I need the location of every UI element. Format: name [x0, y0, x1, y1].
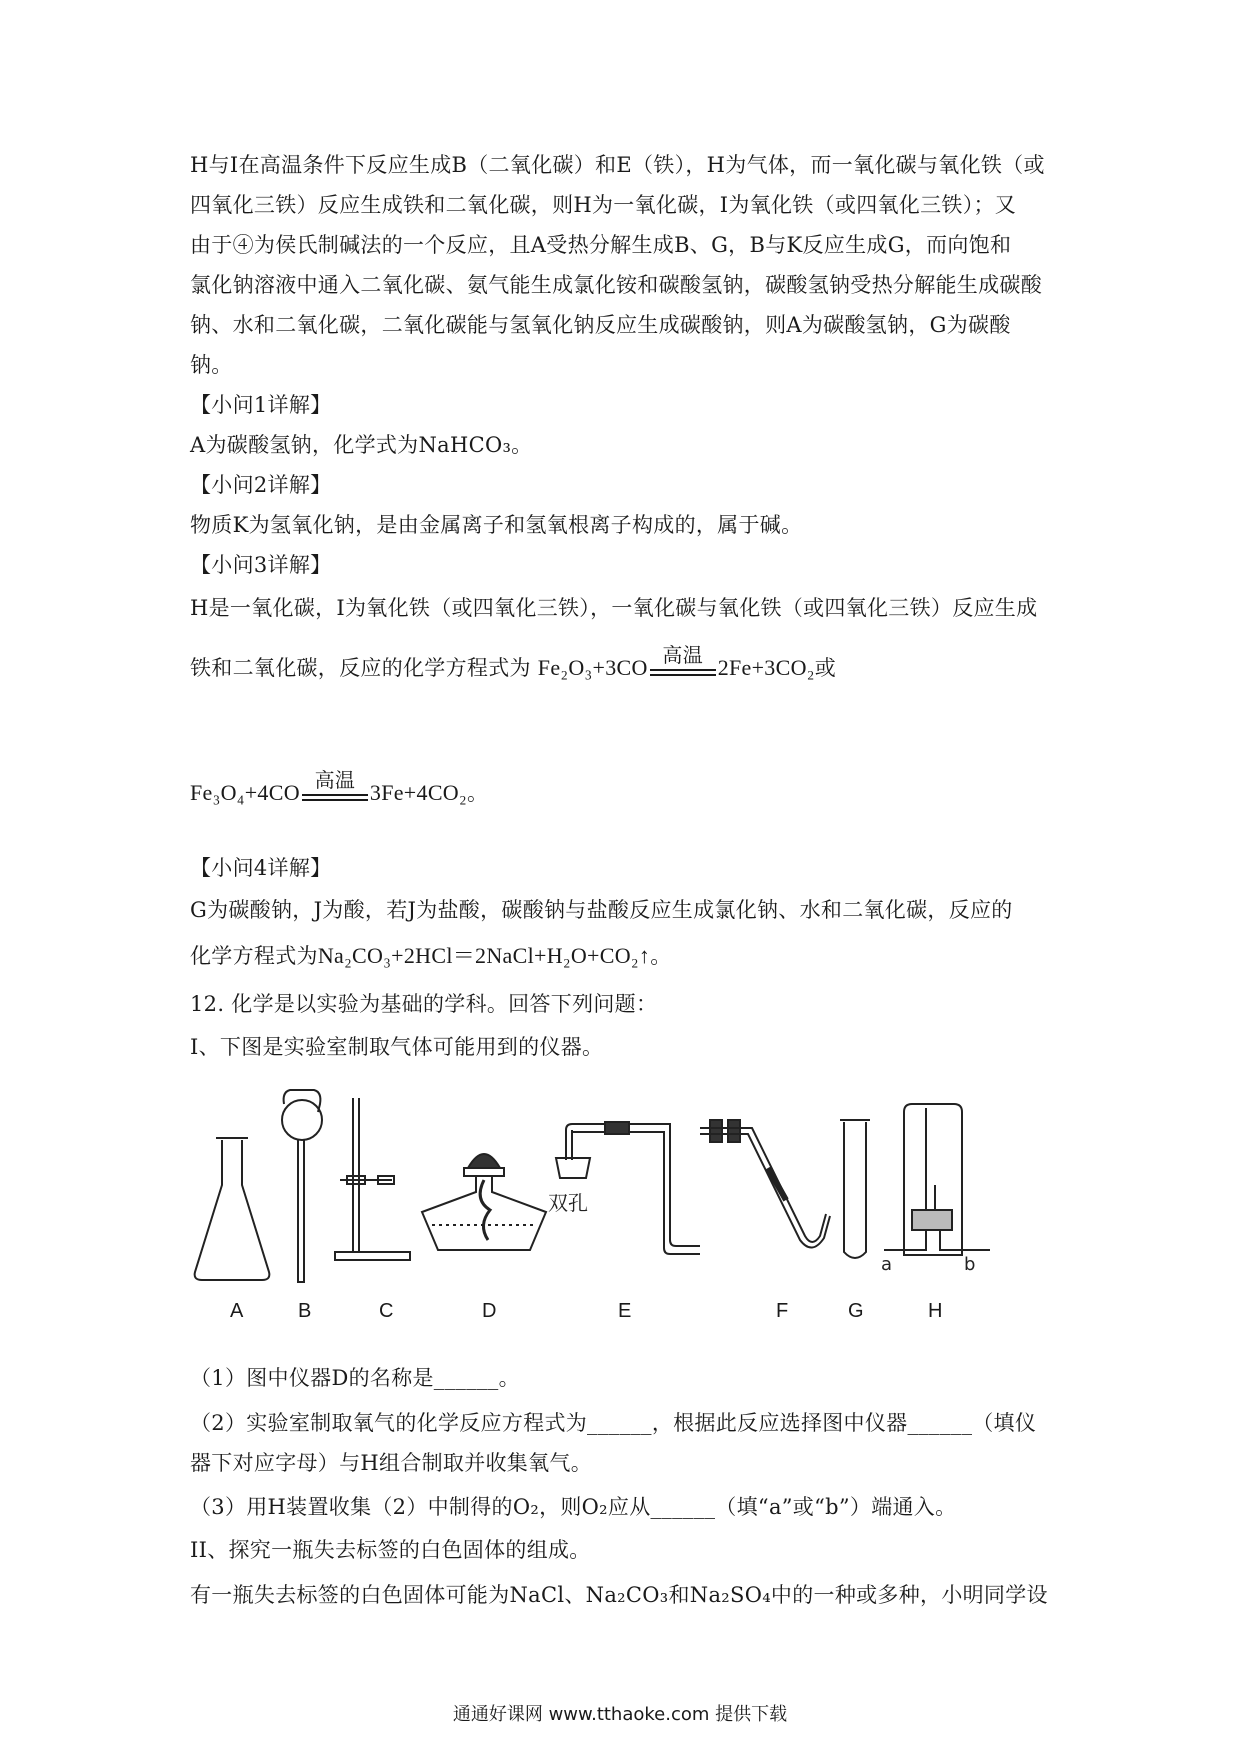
reaction-condition: 高温: [662, 642, 703, 667]
text-line: 有一瓶失去标签的白色固体可能为NaCl、Na₂CO₃和Na₂SO₄中的一种或多种，小明同学设: [190, 1583, 1048, 1607]
text-line: I、下图是实验室制取气体可能用到的仪器。: [190, 1035, 604, 1059]
port-label-a: a: [881, 1254, 893, 1275]
equation-line: [190, 642, 1060, 688]
question-item: （3）用H装置收集（2）中制得的O₂，则O₂应从______（填“a”或“b”）端通入。: [190, 1495, 957, 1519]
label-h: H: [928, 1300, 943, 1322]
text-line: 钠。: [190, 353, 233, 377]
section-heading: II、探究一瓶失去标签的白色固体的组成。: [190, 1538, 591, 1562]
text-line: H与I在高温条件下反应生成B（二氧化碳）和E（铁），H为气体，而一氧化碳与氧化铁（或: [190, 153, 1045, 177]
label-c: C: [379, 1300, 394, 1322]
alcohol-lamp-icon: [422, 1154, 546, 1250]
text-line: 四氧化三铁）反应生成铁和二氧化碳，则H为一氧化碳，I为氧化铁（或四氧化三铁）；又: [190, 193, 1017, 217]
section-heading: 【小问3详解】: [190, 553, 332, 577]
label-d: D: [482, 1300, 497, 1322]
label-b: B: [298, 1300, 312, 1322]
text-line: A为碳酸氢钠，化学式为NaHCO₃。: [190, 433, 533, 457]
equation-left: Fe₂O₃+3CO: [537, 655, 648, 680]
stopper-label: 双孔: [548, 1191, 588, 1215]
separatory-funnel-icon: [282, 1090, 322, 1282]
equation-suffix: 。: [650, 944, 672, 968]
label-f: F: [776, 1300, 789, 1322]
section-heading: 【小问2详解】: [190, 473, 332, 497]
question-title: 12. 化学是以实验为基础的学科。回答下列问题：: [190, 992, 658, 1016]
equation-line: [190, 767, 1060, 813]
reaction-condition-sign: [300, 767, 370, 810]
text-line: 物质K为氢氧化钠，是由金属离子和氢氧根离子构成的，属于碱。: [190, 513, 803, 537]
reaction-condition: 高温: [314, 767, 356, 792]
equation: Na₂CO₃+2HCl＝2NaCl+H₂O+CO₂↑: [317, 943, 651, 968]
text-line: 氯化钠溶液中通入二氧化碳、氨气能生成氯化铵和碳酸氢钠，碳酸氢钠受热分解能生成碳酸: [190, 273, 1042, 297]
section-heading: 【小问1详解】: [190, 393, 332, 417]
question-item: 器下对应字母）与H组合制取并收集氧气。: [190, 1451, 593, 1475]
equation-right: 2Fe+3CO₂: [717, 655, 815, 680]
figure-labels: [0, 1300, 1240, 1330]
label-a: A: [230, 1300, 244, 1322]
text-line: 钠、水和二氧化碳，二氧化碳能与氢氧化钠反应生成碳酸钠，则A为碳酸氢钠，G为碳酸: [190, 313, 1011, 337]
text-line: 由于④为侯氏制碱法的一个反应，且A受热分解生成B、G，B与K反应生成G，而向饱和: [190, 233, 1012, 257]
equation-suffix: 。: [466, 781, 489, 805]
reaction-condition-sign: [648, 642, 718, 685]
question-item: （2）实验室制取氧气的化学反应方程式为______，根据此反应选择图中仪器______（填仪: [190, 1411, 1037, 1435]
test-tube-icon: [840, 1120, 870, 1258]
equation-line: [190, 936, 1060, 976]
label-g: G: [848, 1300, 864, 1322]
footer: 通通好课网 www.tthaoke.com 提供下载: [452, 1704, 788, 1725]
text-line: H是一氧化碳，I为氧化铁（或四氧化三铁），一氧化碳与氧化铁（或四氧化三铁）反应生成: [190, 596, 1038, 620]
section-heading: 【小问4详解】: [190, 856, 332, 880]
label-e: E: [618, 1300, 632, 1322]
text-line: G为碳酸钠，J为酸，若J为盐酸，碳酸钠与盐酸反应生成氯化钠、水和二氧化碳，反应的: [190, 898, 1013, 922]
rubber-tube-icon: [700, 1120, 830, 1248]
conical-flask-icon: [195, 1138, 270, 1280]
equation-right: 3Fe+4CO₂: [369, 780, 467, 805]
question-item: （1）图中仪器D的名称是______。: [190, 1366, 520, 1390]
gas-collection-bottle-icon: [884, 1104, 990, 1255]
equation-suffix: 或: [814, 656, 837, 680]
equation-prefix: 铁和二氧化碳，反应的化学方程式为: [190, 656, 531, 680]
stopper-delivery-tube-icon: [556, 1122, 700, 1254]
equation-prefix: 化学方程式为: [190, 944, 318, 968]
port-label-b: b: [964, 1254, 976, 1275]
equation-left: Fe₃O₄+4CO: [190, 780, 300, 805]
iron-stand-icon: [335, 1098, 410, 1260]
